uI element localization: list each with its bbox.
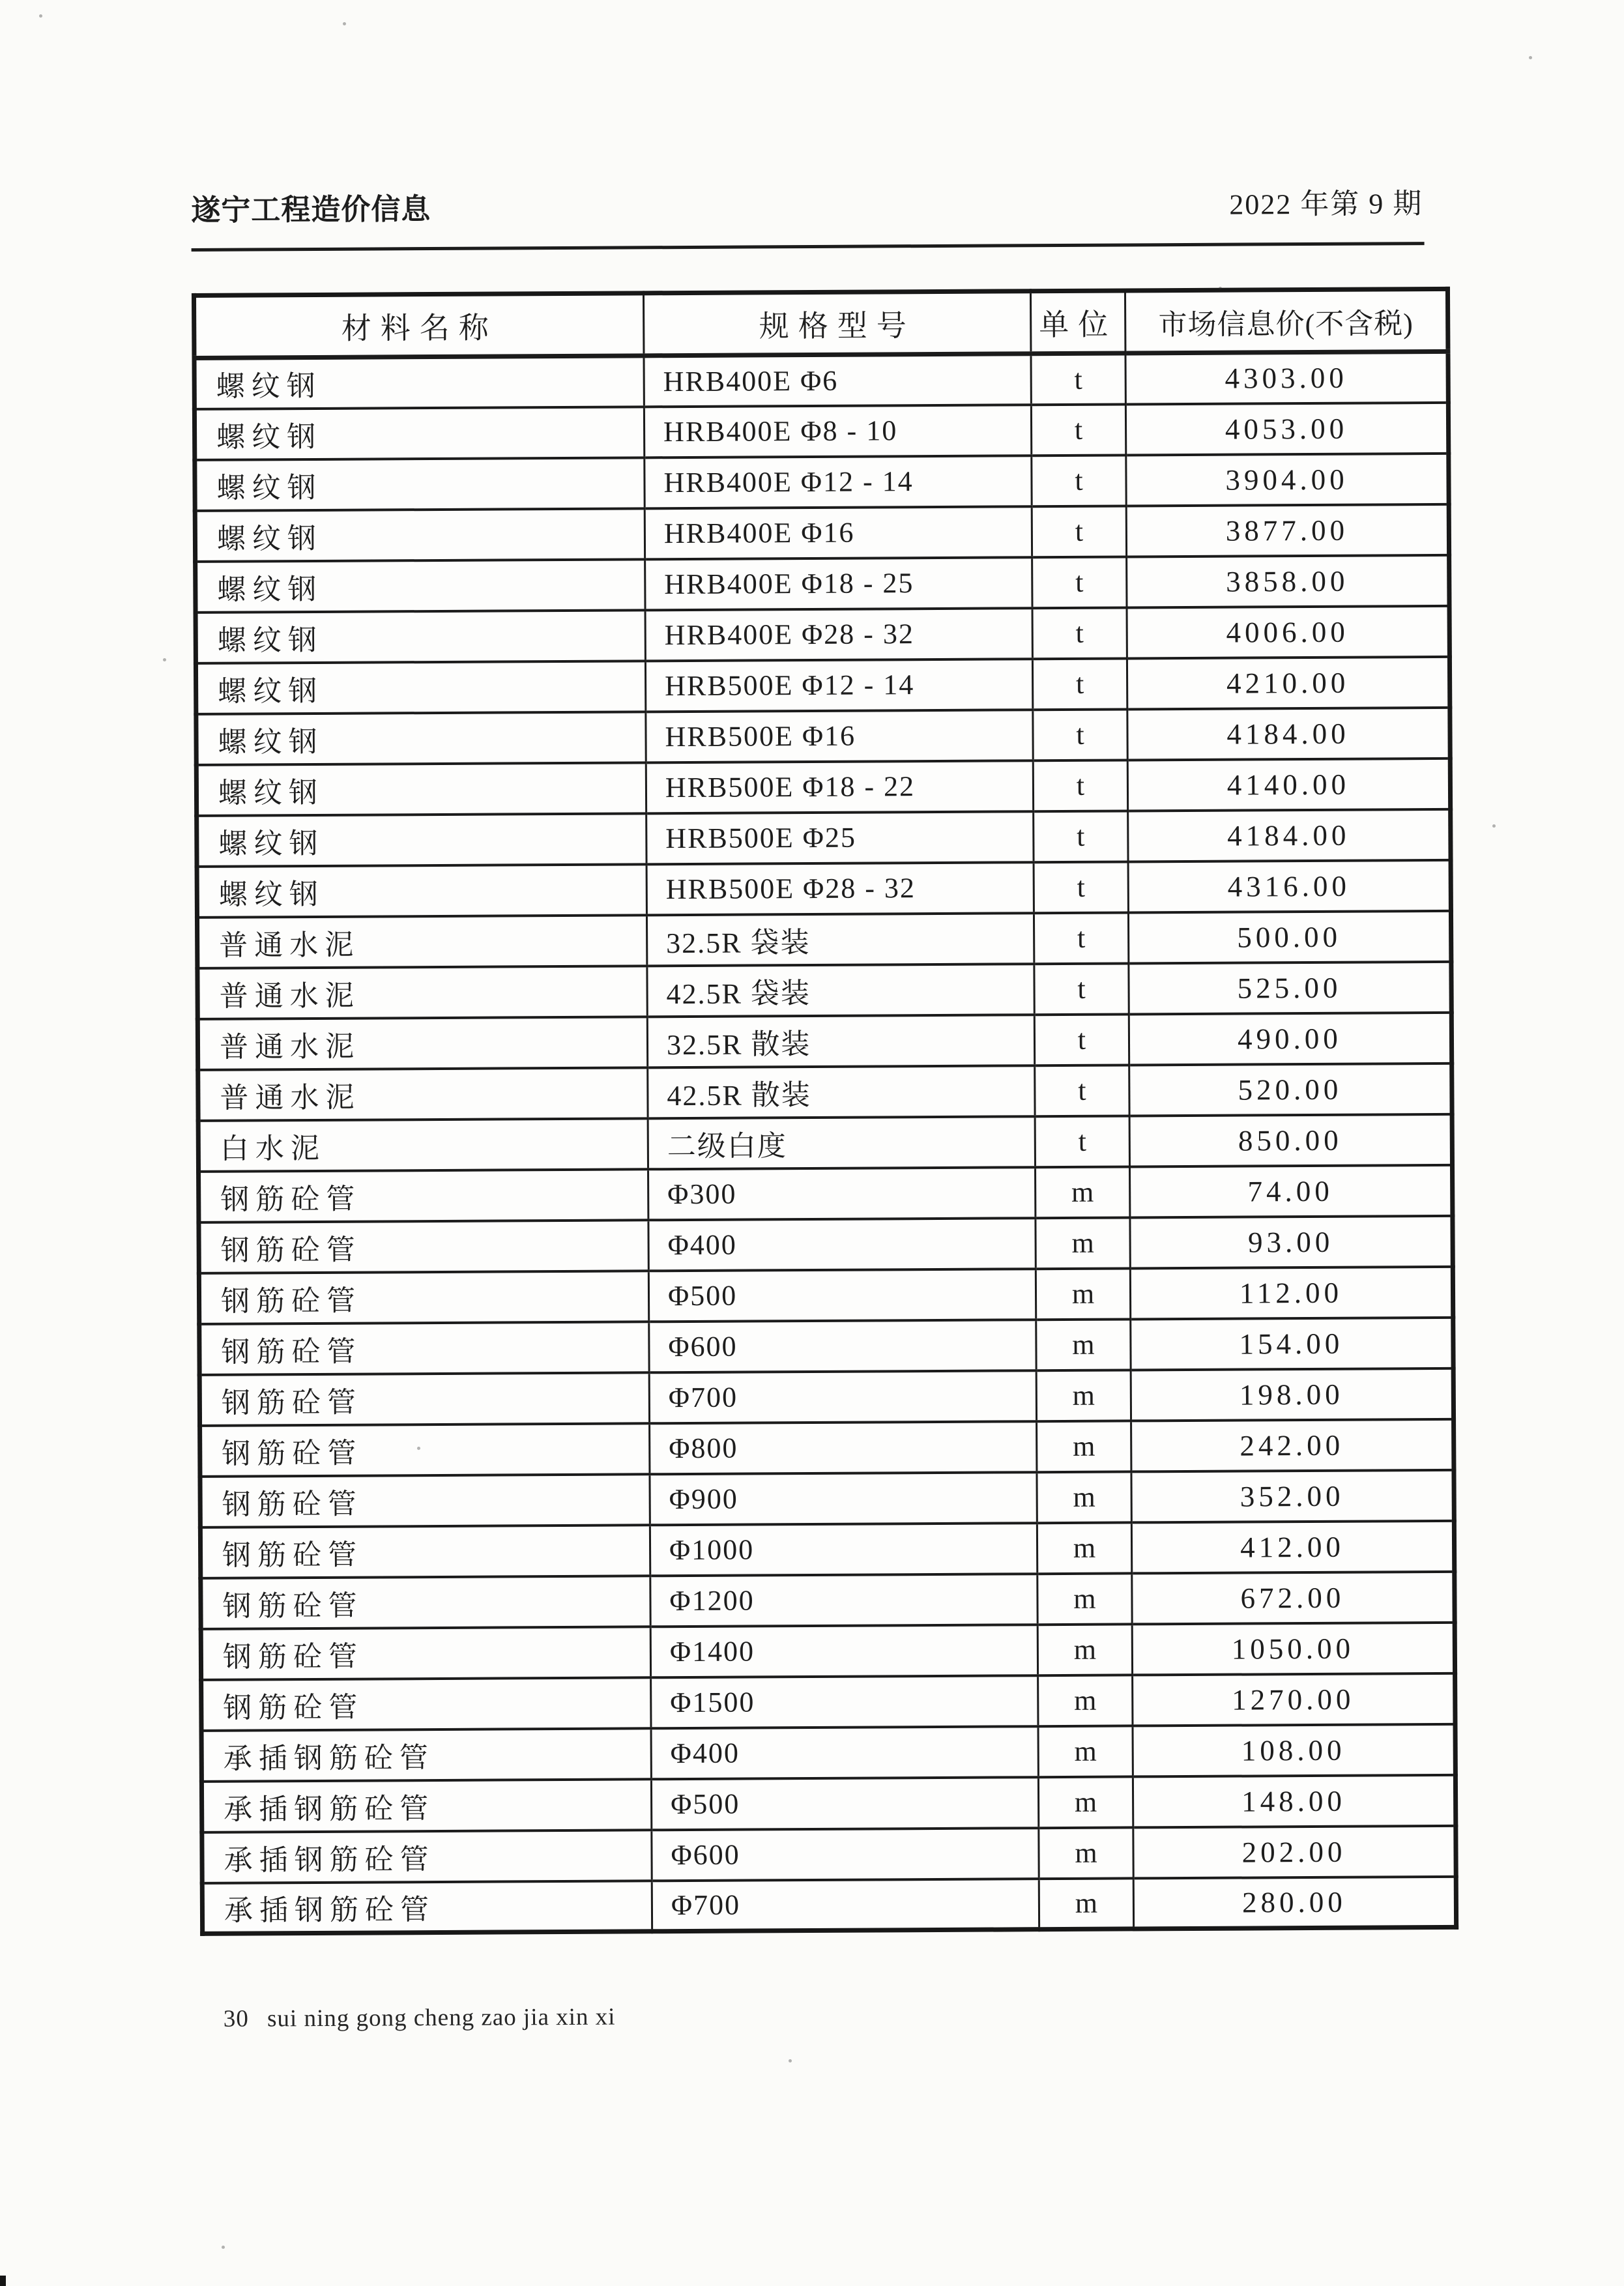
unit-cell: t xyxy=(1032,607,1127,659)
price-cell: 112.00 xyxy=(1130,1266,1453,1319)
table-row xyxy=(196,656,1449,714)
spec-model-cell: Φ700 xyxy=(649,1370,1036,1423)
spec-model-cell: HRB400E Φ8 - 10 xyxy=(644,405,1031,457)
scan-speck xyxy=(163,658,166,661)
price-cell: 4184.00 xyxy=(1127,707,1450,760)
spec-model-cell: Φ700 xyxy=(652,1879,1039,1932)
material-name-cell: 钢筋砼管 xyxy=(199,1322,649,1375)
unit-cell: t xyxy=(1032,455,1126,506)
table-row xyxy=(199,1266,1453,1324)
spec-model-cell: HRB400E Φ12 - 14 xyxy=(645,456,1032,508)
spec-model-cell: 32.5R 散装 xyxy=(647,1015,1034,1067)
price-cell: 4303.00 xyxy=(1125,351,1448,404)
spec-model-cell: Φ500 xyxy=(648,1269,1036,1322)
spec-model-cell: Φ600 xyxy=(649,1320,1036,1372)
table-row xyxy=(197,910,1451,968)
table-row xyxy=(195,453,1449,510)
material-name-cell: 螺纹钢 xyxy=(196,762,646,816)
spec-model-cell: HRB400E Φ18 - 25 xyxy=(645,557,1032,610)
column-header-spec-model: 规格型号 xyxy=(643,291,1030,356)
scan-speck xyxy=(789,2059,792,2062)
price-cell: 202.00 xyxy=(1133,1825,1456,1878)
material-name-cell: 普通水泥 xyxy=(198,1067,648,1121)
price-cell: 93.00 xyxy=(1130,1215,1453,1268)
table-row xyxy=(200,1419,1454,1476)
column-header-unit: 单位 xyxy=(1030,291,1125,354)
price-cell: 4316.00 xyxy=(1128,860,1451,912)
material-name-cell: 螺纹钢 xyxy=(197,864,646,918)
table-row xyxy=(197,1012,1451,1069)
spec-model-cell: Φ1500 xyxy=(651,1675,1038,1728)
table-row xyxy=(201,1673,1455,1730)
table-row xyxy=(199,1165,1453,1222)
unit-cell: m xyxy=(1036,1217,1130,1269)
spec-model-cell: Φ1000 xyxy=(650,1523,1037,1576)
price-cell: 4140.00 xyxy=(1127,758,1450,811)
spec-model-cell: HRB500E Φ16 xyxy=(646,710,1033,762)
price-cell: 850.00 xyxy=(1129,1114,1452,1166)
material-name-cell: 螺纹钢 xyxy=(195,508,645,562)
spec-model-cell: 42.5R 袋装 xyxy=(647,964,1034,1017)
material-name-cell: 承插钢筋砼管 xyxy=(201,1728,651,1782)
spec-model-cell: 二级白度 xyxy=(648,1116,1035,1169)
unit-cell: m xyxy=(1037,1624,1132,1675)
unit-cell: m xyxy=(1037,1471,1131,1523)
header-divider-rule xyxy=(192,242,1425,252)
table-row xyxy=(195,504,1449,561)
price-cell: 1050.00 xyxy=(1132,1622,1455,1675)
price-cell: 525.00 xyxy=(1129,961,1451,1014)
table-row xyxy=(199,1368,1453,1425)
price-cell: 4210.00 xyxy=(1127,656,1449,709)
material-name-cell: 承插钢筋砼管 xyxy=(202,1881,652,1934)
spec-model-cell: Φ600 xyxy=(652,1828,1039,1881)
spec-model-cell: Φ500 xyxy=(651,1777,1038,1830)
table-row xyxy=(201,1774,1455,1832)
unit-cell: t xyxy=(1032,506,1126,557)
material-name-cell: 螺纹钢 xyxy=(194,407,644,460)
table-row xyxy=(199,1215,1453,1273)
material-name-cell: 钢筋砼管 xyxy=(200,1474,650,1527)
spec-model-cell: HRB500E Φ18 - 22 xyxy=(646,760,1033,813)
spec-model-cell: HRB500E Φ28 - 32 xyxy=(646,862,1034,915)
material-name-cell: 螺纹钢 xyxy=(197,813,646,867)
price-cell: 148.00 xyxy=(1133,1774,1455,1827)
price-cell: 4006.00 xyxy=(1127,605,1449,658)
unit-cell: t xyxy=(1033,709,1127,760)
issue-label: 2022 年第 9 期 xyxy=(1229,188,1423,221)
unit-cell: t xyxy=(1034,963,1129,1015)
price-cell: 1270.00 xyxy=(1133,1673,1455,1726)
table-row xyxy=(200,1469,1454,1527)
material-name-cell: 螺纹钢 xyxy=(195,457,645,511)
price-cell: 520.00 xyxy=(1129,1063,1452,1116)
price-cell: 198.00 xyxy=(1131,1368,1453,1421)
material-name-cell: 钢筋砼管 xyxy=(199,1169,648,1223)
material-name-cell: 螺纹钢 xyxy=(196,661,645,714)
material-name-cell: 钢筋砼管 xyxy=(199,1220,648,1273)
scan-speck xyxy=(1529,56,1532,59)
price-cell: 154.00 xyxy=(1131,1317,1453,1370)
column-header-market-price: 市场信息价(不含税) xyxy=(1125,289,1447,353)
spec-model-cell: HRB500E Φ12 - 14 xyxy=(645,659,1032,712)
spec-model-cell: Φ300 xyxy=(648,1167,1036,1220)
material-name-cell: 螺纹钢 xyxy=(196,559,645,613)
page-footer xyxy=(224,1997,1624,2033)
unit-cell: t xyxy=(1032,658,1127,710)
journal-title: 遂宁工程造价信息 xyxy=(191,193,431,227)
material-name-cell: 钢筋砼管 xyxy=(201,1677,651,1731)
page-number: 30 xyxy=(223,2005,249,2033)
price-cell: 108.00 xyxy=(1133,1724,1455,1776)
price-cell: 4053.00 xyxy=(1125,402,1448,455)
scan-speck xyxy=(39,14,42,18)
spec-model-cell: 32.5R 袋装 xyxy=(646,913,1034,966)
table-header-row xyxy=(194,289,1447,358)
spec-model-cell: Φ400 xyxy=(651,1726,1038,1779)
table-row xyxy=(202,1825,1456,1883)
table-row xyxy=(200,1520,1454,1578)
spec-model-cell: Φ900 xyxy=(650,1472,1037,1525)
table-row xyxy=(196,707,1450,764)
column-header-material-name: 材料名称 xyxy=(194,293,643,358)
spec-model-cell: 42.5R 散装 xyxy=(648,1065,1035,1118)
unit-cell: m xyxy=(1036,1268,1130,1320)
table-row xyxy=(197,809,1451,866)
material-name-cell: 螺纹钢 xyxy=(196,712,646,765)
unit-cell: t xyxy=(1031,404,1125,456)
table-row xyxy=(197,961,1451,1019)
price-cell: 352.00 xyxy=(1131,1469,1454,1522)
scan-speck xyxy=(222,2246,225,2249)
price-cell: 500.00 xyxy=(1128,910,1451,963)
unit-cell: t xyxy=(1035,1116,1129,1167)
unit-cell: m xyxy=(1037,1573,1132,1625)
material-name-cell: 普通水泥 xyxy=(197,915,646,968)
scan-speck xyxy=(1219,287,1222,290)
unit-cell: t xyxy=(1032,557,1127,608)
spec-model-cell: Φ1200 xyxy=(650,1574,1037,1627)
spec-model-cell: Φ800 xyxy=(650,1421,1037,1474)
material-name-cell: 白水泥 xyxy=(198,1118,648,1172)
unit-cell: m xyxy=(1036,1166,1130,1218)
table-row xyxy=(199,1317,1453,1374)
table-row xyxy=(196,555,1449,612)
unit-cell: m xyxy=(1038,1675,1133,1726)
price-cell: 74.00 xyxy=(1130,1165,1453,1217)
material-name-cell: 钢筋砼管 xyxy=(199,1372,649,1426)
table-row xyxy=(198,1063,1452,1120)
material-name-cell: 螺纹钢 xyxy=(194,356,644,409)
price-cell: 672.00 xyxy=(1132,1571,1455,1624)
spec-model-cell: Φ1400 xyxy=(650,1625,1037,1677)
material-name-cell: 承插钢筋砼管 xyxy=(201,1779,651,1832)
spec-model-cell: HRB400E Φ28 - 32 xyxy=(645,608,1032,661)
material-name-cell: 螺纹钢 xyxy=(196,610,645,663)
price-cell: 4184.00 xyxy=(1128,809,1451,861)
table-body xyxy=(194,351,1457,1933)
price-cell: 242.00 xyxy=(1131,1419,1454,1471)
price-cell: 280.00 xyxy=(1133,1876,1456,1929)
price-cell: 3904.00 xyxy=(1126,453,1449,506)
spec-model-cell: HRB500E Φ25 xyxy=(646,811,1034,864)
table-row xyxy=(201,1724,1455,1781)
scan-edge-mark xyxy=(0,2276,6,2286)
price-cell: 3858.00 xyxy=(1127,555,1449,607)
unit-cell: t xyxy=(1034,811,1128,862)
spec-model-cell: HRB400E Φ6 xyxy=(644,354,1031,407)
unit-cell: t xyxy=(1034,861,1128,913)
table-row xyxy=(197,860,1451,917)
unit-cell: m xyxy=(1038,1776,1133,1828)
unit-cell: m xyxy=(1036,1319,1131,1370)
scan-speck xyxy=(1492,824,1496,828)
price-cell: 490.00 xyxy=(1129,1012,1451,1065)
spec-model-cell: Φ400 xyxy=(648,1218,1036,1271)
material-name-cell: 普通水泥 xyxy=(197,1017,647,1070)
price-cell: 3877.00 xyxy=(1126,504,1449,557)
table-row xyxy=(201,1622,1455,1679)
material-name-cell: 钢筋砼管 xyxy=(199,1271,648,1324)
table-row xyxy=(196,758,1450,815)
material-name-cell: 钢筋砼管 xyxy=(201,1576,650,1629)
unit-cell: m xyxy=(1037,1522,1131,1574)
material-name-cell: 钢筋砼管 xyxy=(200,1423,650,1477)
scan-speck xyxy=(343,22,346,25)
unit-cell: t xyxy=(1035,1065,1129,1116)
unit-cell: t xyxy=(1034,912,1128,964)
table-row xyxy=(198,1114,1452,1171)
table-row xyxy=(194,351,1448,409)
unit-cell: m xyxy=(1037,1421,1131,1472)
scan-speck xyxy=(417,1447,420,1450)
material-name-cell: 钢筋砼管 xyxy=(201,1627,650,1680)
material-name-cell: 钢筋砼管 xyxy=(200,1525,650,1578)
table-row xyxy=(201,1571,1455,1628)
unit-cell: m xyxy=(1038,1726,1133,1777)
unit-cell: m xyxy=(1036,1370,1131,1421)
footer-pinyin-text: sui ning gong cheng zao jia xin xi xyxy=(267,2003,616,2033)
spec-model-cell: HRB400E Φ16 xyxy=(645,506,1032,559)
price-cell: 412.00 xyxy=(1131,1520,1454,1573)
unit-cell: t xyxy=(1034,1014,1129,1065)
material-name-cell: 承插钢筋砼管 xyxy=(202,1830,652,1883)
material-price-table xyxy=(192,287,1458,1936)
unit-cell: t xyxy=(1031,353,1125,405)
unit-cell: m xyxy=(1039,1827,1133,1879)
table-row xyxy=(194,402,1448,459)
material-name-cell: 普通水泥 xyxy=(197,966,647,1019)
unit-cell: m xyxy=(1039,1878,1133,1930)
page-header xyxy=(190,0,1423,230)
unit-cell: t xyxy=(1033,760,1127,811)
table-row xyxy=(196,605,1449,663)
table-row xyxy=(202,1876,1456,1933)
